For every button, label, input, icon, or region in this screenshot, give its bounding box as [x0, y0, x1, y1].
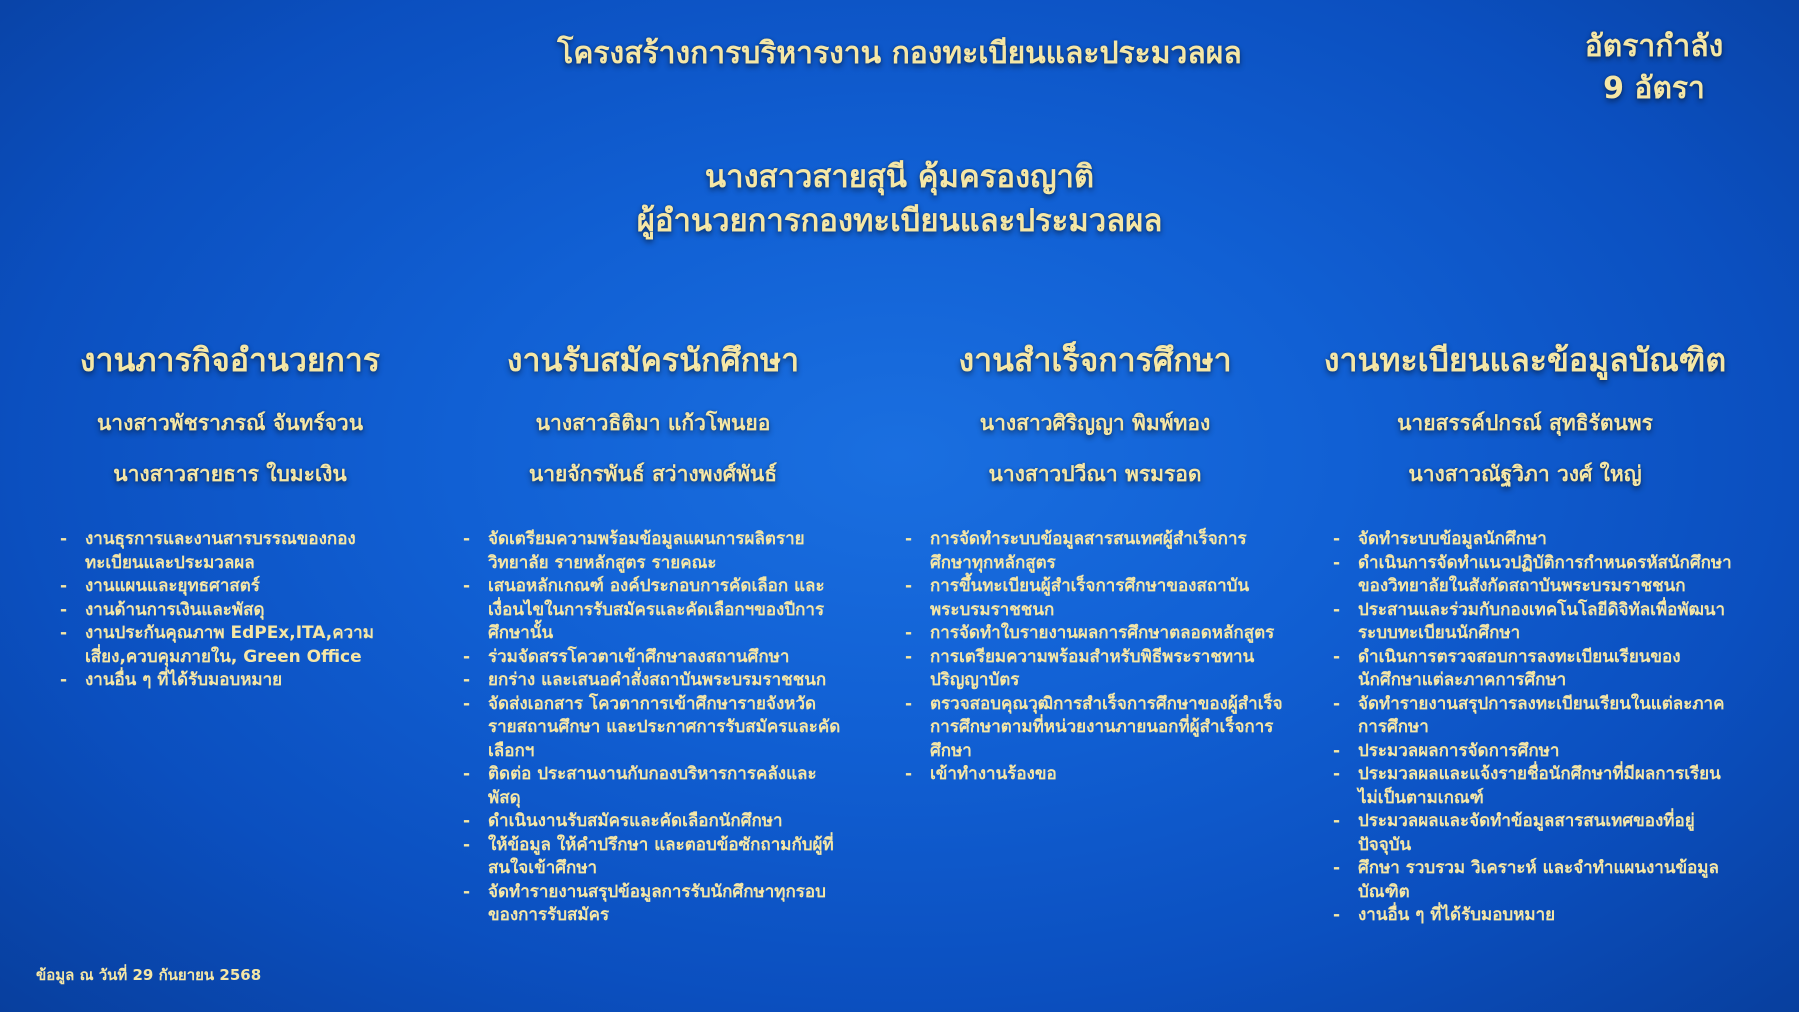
duty-item: - งานอื่น ๆ ที่ได้รับมอบหมาย	[60, 669, 400, 693]
duty-item: - จัดทำรายงานสรุปการลงทะเบียนเรียนในแต่ละภาคการศึกษา	[1333, 693, 1735, 740]
duty-item: - เข้าทำงานร้องขอ	[905, 763, 1285, 787]
duty-item: - จัดเตรียมความพร้อมข้อมูลแผนการผลิตรายวิทยาลัย รายหลักสูตร รายคณะ	[463, 528, 843, 575]
data-date-note: ข้อมูล ณ วันที่ 29 กันยายน 2568	[36, 966, 262, 984]
duty-item: - ยกร่าง และเสนอคำสั่งสถาบันพระบรมราชชนก	[463, 669, 843, 693]
director-name: นางสาวสายสุนี คุ้มครองญาติ	[704, 159, 1095, 195]
duty-item: - ให้ข้อมูล ให้คำปรึกษา และตอบข้อซักถามกับผู้ที่สนใจเข้าศึกษา	[463, 834, 843, 881]
duty-item: - ติดต่อ ประสานงานกับกองบริหารการคลังและพัสดุ	[463, 763, 843, 810]
unit-staff	[905, 398, 1285, 500]
duty-item: - จัดส่งเอกสาร โควตาการเข้าศึกษารายจังหวัด รายสถานศึกษา และประกาศการรับสมัครและคัดเลือกฯ	[463, 693, 843, 764]
unit-admin	[60, 335, 400, 693]
duty-list	[905, 528, 1285, 787]
duty-item: - ดำเนินการตรวจสอบการลงทะเบียนเรียนของนักศึกษาแต่ละภาคการศึกษา	[1333, 646, 1735, 693]
duty-item: - ตรวจสอบคุณวุฒิการสำเร็จการศึกษาของผู้สำเร็จการศึกษาตามที่หน่วยงานภายนอกที่ผู้สำเร็จการศึกษา	[905, 693, 1285, 764]
duty-item: - เสนอหลักเกณฑ์ องค์ประกอบการคัดเลือก และเงื่อนไขในการรับสมัครและคัดเลือกฯของปีการศึกษานั้น	[463, 575, 843, 646]
duty-item: - การจัดทำใบรายงานผลการศึกษาตลอดหลักสูตร	[905, 622, 1285, 646]
duty-list	[60, 528, 400, 693]
duty-item: - ประมวลผลการจัดการศึกษา	[1333, 740, 1735, 764]
staff-name: นางสาวปวีณา พรมรอด	[988, 462, 1202, 486]
unit-staff	[60, 398, 400, 500]
duty-item: - ดำเนินงานรับสมัครและคัดเลือกนักศึกษา	[463, 810, 843, 834]
duty-item: - ประสานและร่วมกับกองเทคโนโลยีดิจิทัลเพื่อพัฒนาระบบทะเบียนนักศึกษา	[1333, 599, 1735, 646]
duty-item: - งานแผนและยุทธศาสตร์	[60, 575, 400, 599]
duty-item: - จัดทำรายงานสรุปข้อมูลการรับนักศึกษาทุกรอบของการรับสมัคร	[463, 881, 843, 928]
duty-item: - การขึ้นทะเบียนผู้สำเร็จการศึกษาของสถาบันพระบรมราชชนก	[905, 575, 1285, 622]
duty-item: - การเตรียมความพร้อมสำหรับพิธีพระราชทานปริญญาบัตร	[905, 646, 1285, 693]
duty-item: - งานด้านการเงินและพัสดุ	[60, 599, 400, 623]
director-position: ผู้อำนวยการกองทะเบียนและประมวลผล	[636, 203, 1163, 239]
duty-item: - ร่วมจัดสรรโควตาเข้าศึกษาลงสถานศึกษา	[463, 646, 843, 670]
staff-name: นางสาวธิติมา แก้วโพนยอ	[535, 411, 771, 435]
duty-list	[1315, 528, 1735, 928]
duty-item: - ศึกษา รวบรวม วิเคราะห์ และจำทำแผนงานข้อมูลบัณฑิต	[1333, 857, 1735, 904]
unit-title: งานทะเบียนและข้อมูลบัณฑิต	[1323, 341, 1727, 379]
duty-item: - ประมวลผลและจัดทำข้อมูลสารสนเทศของที่อยู่ปัจจุบัน	[1333, 810, 1735, 857]
unit-registration	[1315, 335, 1735, 928]
unit-title: งานรับสมัครนักศึกษา	[506, 341, 800, 379]
duty-item: - ดำเนินการจัดทำแนวปฏิบัติการกำหนดรหัสนักศึกษาของวิทยาลัยในสังกัดสถาบันพระบรมราชชนก	[1333, 552, 1735, 599]
staff-name: นางสาวณัฐวิภา วงศ์ ใหญ่	[1408, 462, 1642, 486]
duty-item: - การจัดทำระบบข้อมูลสารสนเทศผู้สำเร็จการศึกษาทุกหลักสูตร	[905, 528, 1285, 575]
staff-quota-label: อัตรากำลัง	[1584, 29, 1724, 64]
page-title: โครงสร้างการบริหารงาน กองทะเบียนและประมวลผล	[557, 36, 1242, 71]
staff-quota	[1539, 26, 1769, 110]
director-block	[0, 155, 1799, 243]
staff-name: นางสาวสายธาร ใบมะเงิน	[113, 462, 347, 486]
duty-item: - งานประกันคุณภาพ EdPEx,ITA,ความเสี่ยง,ควบคุมภายใน, Green Office	[60, 622, 400, 669]
duty-item: - งานอื่น ๆ ที่ได้รับมอบหมาย	[1333, 904, 1735, 928]
staff-name: นายสรรค์ปกรณ์ สุทธิรัตนพร	[1397, 411, 1653, 435]
staff-name: นายจักรพันธ์ สว่างพงศ์พันธ์	[528, 462, 778, 486]
unit-staff	[463, 398, 843, 500]
staff-quota-count: 9 อัตรา	[1603, 71, 1705, 106]
staff-name: นางสาวพัชราภรณ์ จันทร์จวน	[96, 411, 364, 435]
unit-admission	[463, 335, 843, 928]
staff-name: นางสาวศิริญญา พิมพ์ทอง	[979, 411, 1211, 435]
unit-title: งานภารกิจอำนวยการ	[79, 341, 381, 379]
duty-item: - จัดทำระบบข้อมูลนักศึกษา	[1333, 528, 1735, 552]
duty-list	[463, 528, 843, 928]
unit-staff	[1315, 398, 1735, 500]
unit-graduation	[905, 335, 1285, 787]
duty-item: - งานธุรการและงานสารบรรณของกองทะเบียนและประมวลผล	[60, 528, 400, 575]
duty-item: - ประมวลผลและแจ้งรายชื่อนักศึกษาที่มีผลการเรียนไม่เป็นตามเกณฑ์	[1333, 763, 1735, 810]
unit-title: งานสำเร็จการศึกษา	[958, 341, 1232, 379]
